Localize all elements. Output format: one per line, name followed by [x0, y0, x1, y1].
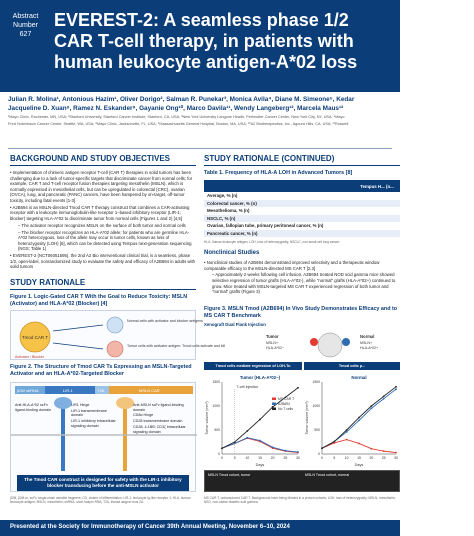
- legend-label: No T cells: [278, 407, 293, 411]
- cd8-hinge-annotation: CD8α Hinge: [133, 413, 154, 418]
- tumor-hla-label: HLA-A*02−: [266, 346, 285, 350]
- x-tick-label: 15: [258, 456, 262, 460]
- legend-label: MS CAR T: [278, 397, 295, 401]
- chart-title: Normal: [351, 375, 367, 380]
- author-block: [8, 96, 400, 146]
- x-tick-label: 15: [357, 456, 361, 460]
- cd28-icd-annotation: CD28; 4-1BB; CD3ζ intracellular signaling domain: [133, 424, 186, 434]
- table-cell: [354, 222, 400, 230]
- data-point: [297, 387, 299, 389]
- chart-right-banner: Tmod cells p...: [304, 362, 400, 370]
- hla-loh-table: [204, 180, 400, 237]
- x-tick-label: 20: [369, 456, 374, 460]
- msln-car-label: MSLN CAR: [139, 388, 160, 393]
- y-tick-label: 1500: [312, 380, 320, 385]
- lir1-receptor-shape: [61, 401, 65, 471]
- background-heading: BACKGROUND AND STUDY OBJECTIVES: [10, 152, 196, 166]
- tcell-label: Tmod CAR T: [21, 335, 49, 340]
- y-axis-label: Tumor volume (mm³): [305, 401, 309, 435]
- author-names-line2: Jacqueline D. Xuan⁸, Ramez N. Eskander⁹, Gayanie Ong¹⁰, Marco Davila¹¹, Wendy Langeberg¹², Marcela Maus¹²: [8, 104, 344, 112]
- t2a-label: T2A: [97, 388, 105, 393]
- y-tick-label: 0: [318, 452, 320, 457]
- tumor-graft-dot: [310, 338, 318, 346]
- table-header-cell: [204, 180, 354, 192]
- chart-left-banner: Tmod cells mediate regression of LOH-Tu: [204, 362, 302, 370]
- x-tick-label: 0: [321, 456, 323, 460]
- imaging-caption-left: MSLN Tmod cohort, tumor: [208, 473, 251, 477]
- data-point: [346, 429, 348, 431]
- data-point: [370, 405, 372, 407]
- msln-domains: [133, 403, 193, 435]
- footer-text: Presented at the Society for Immunotherapy of Cancer 39th Annual Meeting, November 6–10, 2024: [10, 524, 290, 530]
- header-divider: [8, 148, 392, 149]
- normal-hla-label: HLA-A*02+: [360, 346, 379, 350]
- y-tick-label: 500: [314, 428, 320, 433]
- msln-receptor-shape: [123, 401, 127, 471]
- poster-header: [0, 0, 400, 92]
- figure3-footnote: MS CAR T, untransduced CAR T. Backgrounds have being blinded in a proven cohorts; LOH, loss of heterozygosity; MSLN, mesothelin; NSG, non-obese diabetic scid gamma.: [204, 496, 396, 504]
- mouse-icon: [318, 333, 342, 357]
- background-subbullet-2: – The blocker receptor recognizes an HLA-A*02 allele; for patients who are germline HLA-A*02 heterozygous, loss of the allele may occur in tumor cells, known as loss of heterozygosity (LOH) [6], which can be detected using Tempus next-generation sequencing (NGS; Table 1): [18, 229, 192, 252]
- series-line: [322, 440, 396, 453]
- normal-cell-icon: [107, 317, 123, 333]
- x-tick-label: 5: [233, 456, 236, 460]
- xenograft-schematic: [260, 330, 400, 360]
- table-cell: [354, 207, 400, 215]
- data-point: [383, 396, 385, 398]
- table-row: [204, 200, 400, 208]
- y-tick-label: 1000: [312, 404, 320, 409]
- author-names-line1: Julian R. Molina¹, Antonious Hazim¹, Oliver Dorigo², Salman R. Punekar³, Monica Avila⁴, Diane M. Simeone⁵, Kedar: [8, 96, 355, 103]
- background-bullet-3: • EVEREST-2 (NCT06051695), the 2nd A2 Bio interventional clinical trial, is a seamless, phase 1/2, open-label, nonrandomized study to evaluate the safety and efficacy of A2B694 in adults with solid tumors: [10, 253, 196, 270]
- nonclinical-subbullet-1: – Approximately 2 weeks following cell infusion, A2B694 treated NOD scid gamma mice showed selective regression of tumor grafts (HLA-A*02-), while "normal" grafts (HLA-A*02+) continued to grow. Mice treated with MSLN-targeted MS CAR T experienced regression of both tumor and "normal" grafts (Figure 3): [212, 272, 396, 295]
- y-tick-label: 500: [214, 428, 220, 433]
- table-header-row: [204, 180, 400, 192]
- data-point: [358, 417, 360, 419]
- x-tick-label: 0: [221, 456, 223, 460]
- data-point: [246, 430, 248, 432]
- msln-scfv-shape: [116, 397, 134, 409]
- legend-label: A2B694: [278, 402, 291, 406]
- table1-title: Table 1. Frequency of HLA-A LOH in Advanced Tumors [8]: [204, 170, 353, 176]
- nonclinical-text: [204, 260, 398, 296]
- arrow-to-tumor: [53, 343, 103, 349]
- x-tick-label: 20: [270, 456, 275, 460]
- background-bullet-2: • A2B694 is an MSLN-directed Tmod CAR T therapy construct that combines a CAR-activating receptor with a leukocyte immunoglobulin-like receptor 1–based inhibitory receptor (LIR-1; blocker) targeting HLA-A*02 to discriminate tumor from normal cells (Figures 1 and 2) [4,5]: [10, 204, 190, 221]
- data-point: [333, 441, 335, 443]
- data-point: [259, 419, 261, 421]
- data-point: [370, 408, 372, 410]
- figure2-title: Figure 2. The Structure of Tmod CAR Ts Expressing an MSLN-Targeted Activator and an HLA-A*02-Targeted Blocker: [10, 364, 192, 377]
- lir1-label: LIR-1: [63, 388, 73, 393]
- table-cell: Pancreatic cancer, % (n): [204, 230, 354, 238]
- abstract-label: Abstract: [12, 13, 39, 20]
- lir1-hinge-annotation: LIR1 Hinge: [71, 403, 90, 407]
- x-tick-label: 25: [283, 456, 288, 460]
- table-cell: Mesothelioma, % (n): [204, 207, 354, 215]
- table-cell: Average, % (n): [204, 192, 354, 200]
- fig1-normal-cells-label: Normal cells with activator and blocker antigens: [127, 319, 203, 323]
- background-bullet-1: • Implementation of chimeric antigen receptor T-cell (CAR T) therapies in solid tumors has been challenging due to a lack of tumor-specific targets that discriminate cancer from normal cells; for example, CAR T and T-cell receptor fusion therapies targeting mesothelin (MSLN), which is normally expressed in mesothelial cells, but can be upregulated in colorectal (CRC), ovarian (OVCA), lung, and pancreatic (PANC) cancers, have been hampered by on-target, off-tumor toxicity, including fatal events [1-3]: [10, 170, 193, 203]
- x-axis-label: Days: [255, 463, 265, 467]
- tumor-msln-label: MSLN+: [266, 341, 279, 345]
- data-point: [358, 420, 360, 422]
- lir1-scfv-annotation: Anti-HLA-A*02 scFv ligand-binding domain: [15, 403, 52, 412]
- figure1-title: Figure 1. Logic-Gated CAR T With the Goal to Reduce Toxicity: MSLN (Activator) and HLA-A*02 (Blocker) [4]: [10, 294, 188, 307]
- table-footnote: HLA, human leukocyte antigen; LOH, loss of heterozygosity; NSCLC, non-small cell lung cancer.: [204, 240, 341, 244]
- normal-label: Normal: [360, 334, 375, 339]
- fig1-activator-blocker-label: Activator / Blocker: [15, 355, 44, 359]
- tumor-volume-chart-normal: [304, 372, 400, 468]
- legend-swatch: [272, 398, 276, 401]
- nonclinical-heading: Nonclinical Studies: [204, 250, 260, 256]
- msln-scfv-annotation: Anti-MSLN scFv ligand-binding domain: [133, 403, 184, 412]
- normal-graft-dot: [342, 338, 350, 346]
- data-point: [358, 443, 360, 445]
- data-point: [395, 388, 397, 390]
- data-point: [321, 447, 323, 449]
- x-axis-label: Days: [354, 463, 364, 467]
- tcell-injection-label: T-cell injection: [236, 385, 259, 389]
- chart-title: Tumor (HLA-A*02−): [239, 375, 281, 380]
- legend-swatch: [272, 403, 276, 406]
- table-row: [204, 222, 400, 230]
- poster-title: EVEREST-2: A seamless phase 1/2 CAR T-cell therapy, in patients with human leukocyte antigen-A*02 loss: [54, 10, 358, 72]
- table-row: [204, 207, 400, 215]
- figure3-title: Figure 3. MSLN Tmod (A2B694) In Vivo Study Demonstrates Efficacy and to MS CAR T Benchmark: [204, 306, 398, 319]
- lir1-annotations: [15, 403, 55, 413]
- tumor-label: Tumor: [266, 334, 279, 339]
- data-point: [346, 431, 348, 433]
- fig1-tumor-cells-label: Tumor cells with activator antigen: Tmod cells activate and kill: [127, 344, 226, 348]
- y-tick-label: 1500: [212, 380, 220, 385]
- lir1-domains: [71, 403, 117, 430]
- normal-msln-label: MSLN+: [360, 341, 373, 345]
- table-row: [204, 215, 400, 223]
- figure2-caption: The Tmod CAR construct is designed for safety with the LIR-1 inhibitory blocker transducing before the anti-MSLN activator: [17, 475, 189, 491]
- table-row: [204, 192, 400, 200]
- cd28-tm-annotation: CD28 transmembrane domain: [133, 419, 183, 424]
- table-cell: [354, 230, 400, 238]
- table-cell: [354, 215, 400, 223]
- figure2-diagram: [10, 382, 196, 492]
- background-subbullet-1: – The activator receptor recognizes MSLN on the surface of both tumor and normal cells: [18, 222, 186, 228]
- imaging-strip: [204, 470, 400, 492]
- table-cell: [354, 200, 400, 208]
- lir1-tm-annotation: LIR-1 transmembrane domain: [71, 408, 107, 418]
- poster-footer: [0, 520, 400, 536]
- tumor-volume-chart-tumor: [204, 372, 302, 468]
- x-tick-label: 30: [296, 456, 300, 460]
- y-tick-label: 1000: [212, 404, 220, 409]
- data-point: [383, 450, 385, 452]
- y-axis-label: Tumor volume (mm³): [205, 401, 209, 435]
- imaging-caption-right: MSLN Tmod cohort, normal: [305, 473, 350, 477]
- y-tick-label: 0: [218, 452, 220, 457]
- table-cell: Colorectal cancer, % (n): [204, 200, 354, 208]
- table-cell: NSCLC, % (n): [204, 215, 354, 223]
- data-point: [221, 447, 223, 449]
- lir1-scfv-shape: [54, 397, 72, 409]
- abstract-badge: [8, 12, 43, 39]
- legend-swatch: [272, 408, 276, 411]
- number-label: Number: [13, 22, 38, 29]
- x-tick-label: 10: [344, 456, 349, 460]
- rationale-continued-heading: STUDY RATIONALE (CONTINUED): [204, 152, 400, 166]
- data-point: [395, 386, 397, 388]
- data-point: [246, 437, 248, 439]
- table-cell: Ovarian, fallopian tube, primary peritoneal cancer, % (n): [204, 222, 354, 230]
- table-header-cell: Tempus H... (n...: [354, 180, 400, 192]
- x-tick-label: 5: [333, 456, 336, 460]
- x-tick-label: 25: [381, 456, 386, 460]
- table-cell: [354, 192, 400, 200]
- x-tick-label: 10: [245, 456, 250, 460]
- data-point: [370, 448, 372, 450]
- nonclinical-bullet-1: • Nonclinical studies of A2B694 demonstrated improved selectivity and a therapeutic window comparable efficacy to the MSLN-directed MS CAR T [2,3]: [204, 260, 380, 271]
- data-point: [346, 439, 348, 441]
- affiliations-line2: Fred Hutchinson Cancer Center, Seattle, WA, USA; ⁸Mayo Clinic, Jacksonville, FL, USA; ⁹Massachusetts General Hospital, Boston, MA, USA; ¹⁰A2 Biotherapeutics, Inc., Agoura Hills, CA, USA; ¹¹Roswell: [8, 122, 349, 126]
- b2m-label: β2M shRNA: [17, 388, 39, 393]
- x-tick-label: 30: [394, 456, 398, 460]
- data-point: [259, 440, 261, 442]
- affiliations-line1: ¹Mayo Clinic, Rochester, MN, USA; ²Stanford University, Stanford Cancer Institute, Stanford, CA, USA; ³New York University Langone Health, Perlmutter Cancer Center, New York City, NY, USA; ⁴Mayo: [8, 115, 345, 119]
- background-text: [10, 170, 196, 271]
- data-point: [297, 451, 299, 453]
- left-footnotes: β2M, β2M-m; scFv, single-chain variable fragment; CD, cluster of differentiation; LIR-1, leukocyte Ig-like receptor 1; HLA, human leukocyte antigen; MSLN, mesothelin; shRNA, short hairpin RNA; T2A, thosea asigna virus 2A.: [10, 496, 191, 504]
- data-point: [272, 446, 274, 448]
- abstract-number: 627: [19, 31, 32, 38]
- table-row: [204, 230, 400, 238]
- series-line: [322, 389, 396, 448]
- tumor-cell-icon: [107, 341, 123, 357]
- data-point: [284, 450, 286, 452]
- data-point: [395, 452, 397, 454]
- figure1-illustration: [11, 311, 226, 361]
- arrow-to-normal: [53, 325, 103, 331]
- data-point: [383, 398, 385, 400]
- study-rationale-heading: STUDY RATIONALE: [10, 276, 196, 290]
- figure1-diagram: [10, 310, 226, 360]
- figure3-subtitle: Xenograft Dual Flank Injection: [204, 322, 266, 327]
- lir1-icd-annotation: LIR-1 inhibitory intracellular signaling domain: [71, 419, 116, 428]
